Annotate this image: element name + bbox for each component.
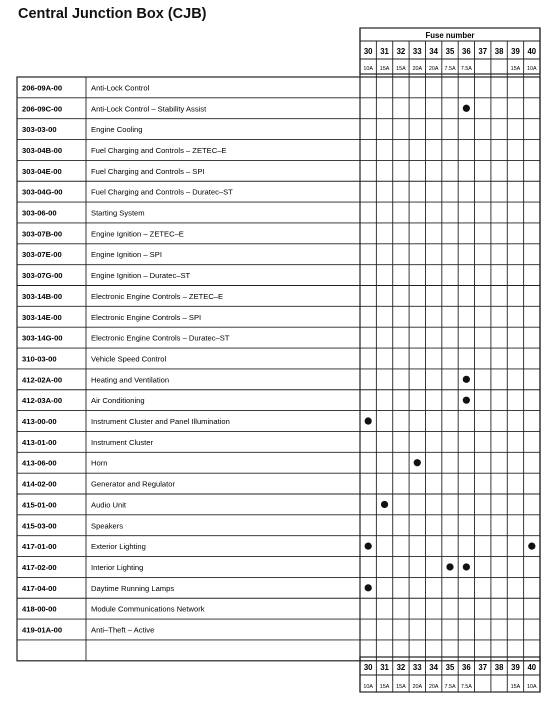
fuse-dot	[463, 397, 470, 404]
fuse-dot	[365, 543, 372, 550]
row-description: Instrument Cluster and Panel Illumination	[91, 417, 230, 427]
row-description: Module Communications Network	[91, 604, 205, 614]
fuse-rating: 10A	[527, 66, 537, 72]
fuse-dot	[463, 376, 470, 383]
row-description: Fuel Charging and Controls – SPI	[91, 166, 205, 176]
row-description: Anti-Lock Control – Stability Assist	[91, 104, 207, 114]
row-code: 419-01A-00	[22, 625, 63, 635]
fuse-dot	[365, 584, 372, 591]
fuse-rating: 10A	[363, 66, 373, 72]
fuse-dot	[528, 543, 535, 550]
fuse-number: 31	[380, 47, 389, 56]
row-description: Air Conditioning	[91, 396, 145, 406]
row-code: 413-00-00	[22, 417, 57, 427]
row-code: 303-07G-00	[22, 271, 63, 281]
row-code: 303-14B-00	[22, 291, 63, 301]
row-code: 415-01-00	[22, 500, 57, 510]
row-description: Engine Ignition – Duratec–ST	[91, 271, 191, 281]
row-code: 413-01-00	[22, 437, 57, 447]
row-code: 418-00-00	[22, 604, 57, 614]
fuse-number: 35	[445, 47, 455, 56]
fuse-rating: 15A	[510, 684, 521, 690]
row-code: 412-03A-00	[22, 396, 63, 406]
row-code: 303-04E-00	[22, 166, 62, 176]
row-code: 303-04B-00	[22, 145, 63, 155]
row-description: Instrument Cluster	[91, 437, 154, 447]
fuse-dot	[446, 563, 453, 570]
row-description: Vehicle Speed Control	[91, 354, 167, 364]
fuse-dot	[381, 501, 388, 508]
row-code: 303-04G-00	[22, 187, 63, 197]
fuse-rating: 20A	[412, 66, 423, 72]
fuse-number: 31	[380, 663, 389, 672]
row-description: Anti–Theft – Active	[91, 625, 155, 635]
fuse-rating: 7.5A	[460, 684, 472, 690]
row-code: 206-09C-00	[22, 104, 63, 114]
fuse-rating: 15A	[510, 66, 521, 72]
fuse-rating: 15A	[396, 684, 406, 690]
fuse-number-header: Fuse number	[425, 31, 475, 40]
row-code: 415-03-00	[22, 521, 57, 531]
fuse-rating: 10A	[363, 684, 373, 690]
row-code: 303-14E-00	[22, 312, 62, 322]
row-code: 303-03-00	[22, 125, 57, 135]
row-description: Anti-Lock Control	[91, 83, 150, 93]
fuse-number: 39	[511, 663, 520, 672]
fuse-dot	[463, 563, 470, 570]
row-description: Engine Ignition – ZETEC–E	[91, 229, 184, 239]
row-code: 412-02A-00	[22, 375, 63, 385]
fuse-dot	[414, 459, 421, 466]
fuse-number: 35	[445, 663, 455, 672]
fuse-rating: 7.5A	[444, 66, 456, 72]
fuse-rating: 10A	[527, 684, 537, 690]
row-description: Heating and Ventilation	[91, 375, 170, 385]
row-code: 413-06-00	[22, 458, 57, 468]
row-code: 206-09A-00	[22, 83, 63, 93]
row-code: 417-04-00	[22, 583, 57, 593]
fuse-number: 32	[396, 663, 406, 672]
row-description: Electronic Engine Controls – SPI	[91, 312, 202, 322]
row-code: 417-02-00	[22, 562, 57, 572]
fuse-number: 33	[412, 663, 422, 672]
fuse-rating: 20A	[412, 684, 423, 690]
row-code: 303-07E-00	[22, 250, 62, 260]
row-description: Fuel Charging and Controls – ZETEC–E	[91, 145, 227, 155]
row-description: Audio Unit	[91, 500, 127, 510]
row-description: Generator and Regulator	[91, 479, 176, 489]
row-code: 303-07B-00	[22, 229, 63, 239]
fuse-number: 30	[363, 663, 373, 672]
fuse-number: 33	[412, 47, 422, 56]
row-description: Exterior Lighting	[91, 542, 146, 552]
row-description: Fuel Charging and Controls – Duratec–ST	[91, 187, 233, 197]
fuse-number: 40	[527, 663, 537, 672]
fuse-number: 34	[429, 663, 438, 672]
row-code: 303-14G-00	[22, 333, 63, 343]
fuse-number: 38	[494, 663, 504, 672]
fuse-rating: 15A	[379, 684, 390, 690]
row-description: Starting System	[91, 208, 145, 218]
row-code: 303-06-00	[22, 208, 57, 218]
fuse-rating: 15A	[396, 66, 406, 72]
fuse-number: 36	[462, 663, 471, 672]
fuse-rating: 20A	[428, 66, 439, 72]
row-description: Interior Lighting	[91, 562, 144, 572]
fuse-dot	[463, 105, 470, 112]
fuse-number: 37	[478, 47, 488, 56]
fuse-number: 39	[511, 47, 520, 56]
row-description: Daytime Running Lamps	[91, 583, 175, 593]
fuse-rating: 7.5A	[460, 66, 472, 72]
row-description: Engine Ignition – SPI	[91, 250, 162, 260]
fuse-number: 32	[396, 47, 406, 56]
row-code: 417-01-00	[22, 542, 57, 552]
row-description: Engine Cooling	[91, 125, 143, 135]
fuse-number: 38	[494, 47, 504, 56]
fuse-number: 40	[527, 47, 537, 56]
fuse-number: 34	[429, 47, 438, 56]
fuse-number: 30	[363, 47, 373, 56]
row-code: 310-03-00	[22, 354, 57, 364]
row-description: Electronic Engine Controls – Duratec–ST	[91, 333, 230, 343]
fuse-dot	[365, 417, 372, 424]
fuse-number: 36	[462, 47, 471, 56]
fuse-rating: 7.5A	[444, 684, 456, 690]
page-title: Central Junction Box (CJB)	[18, 6, 207, 22]
row-code: 414-02-00	[22, 479, 57, 489]
fuse-number: 37	[478, 663, 488, 672]
fuse-rating: 20A	[428, 684, 439, 690]
row-description: Speakers	[91, 521, 124, 531]
fuse-rating: 15A	[379, 66, 390, 72]
row-description: Horn	[91, 458, 108, 468]
row-description: Electronic Engine Controls – ZETEC–E	[91, 291, 224, 301]
